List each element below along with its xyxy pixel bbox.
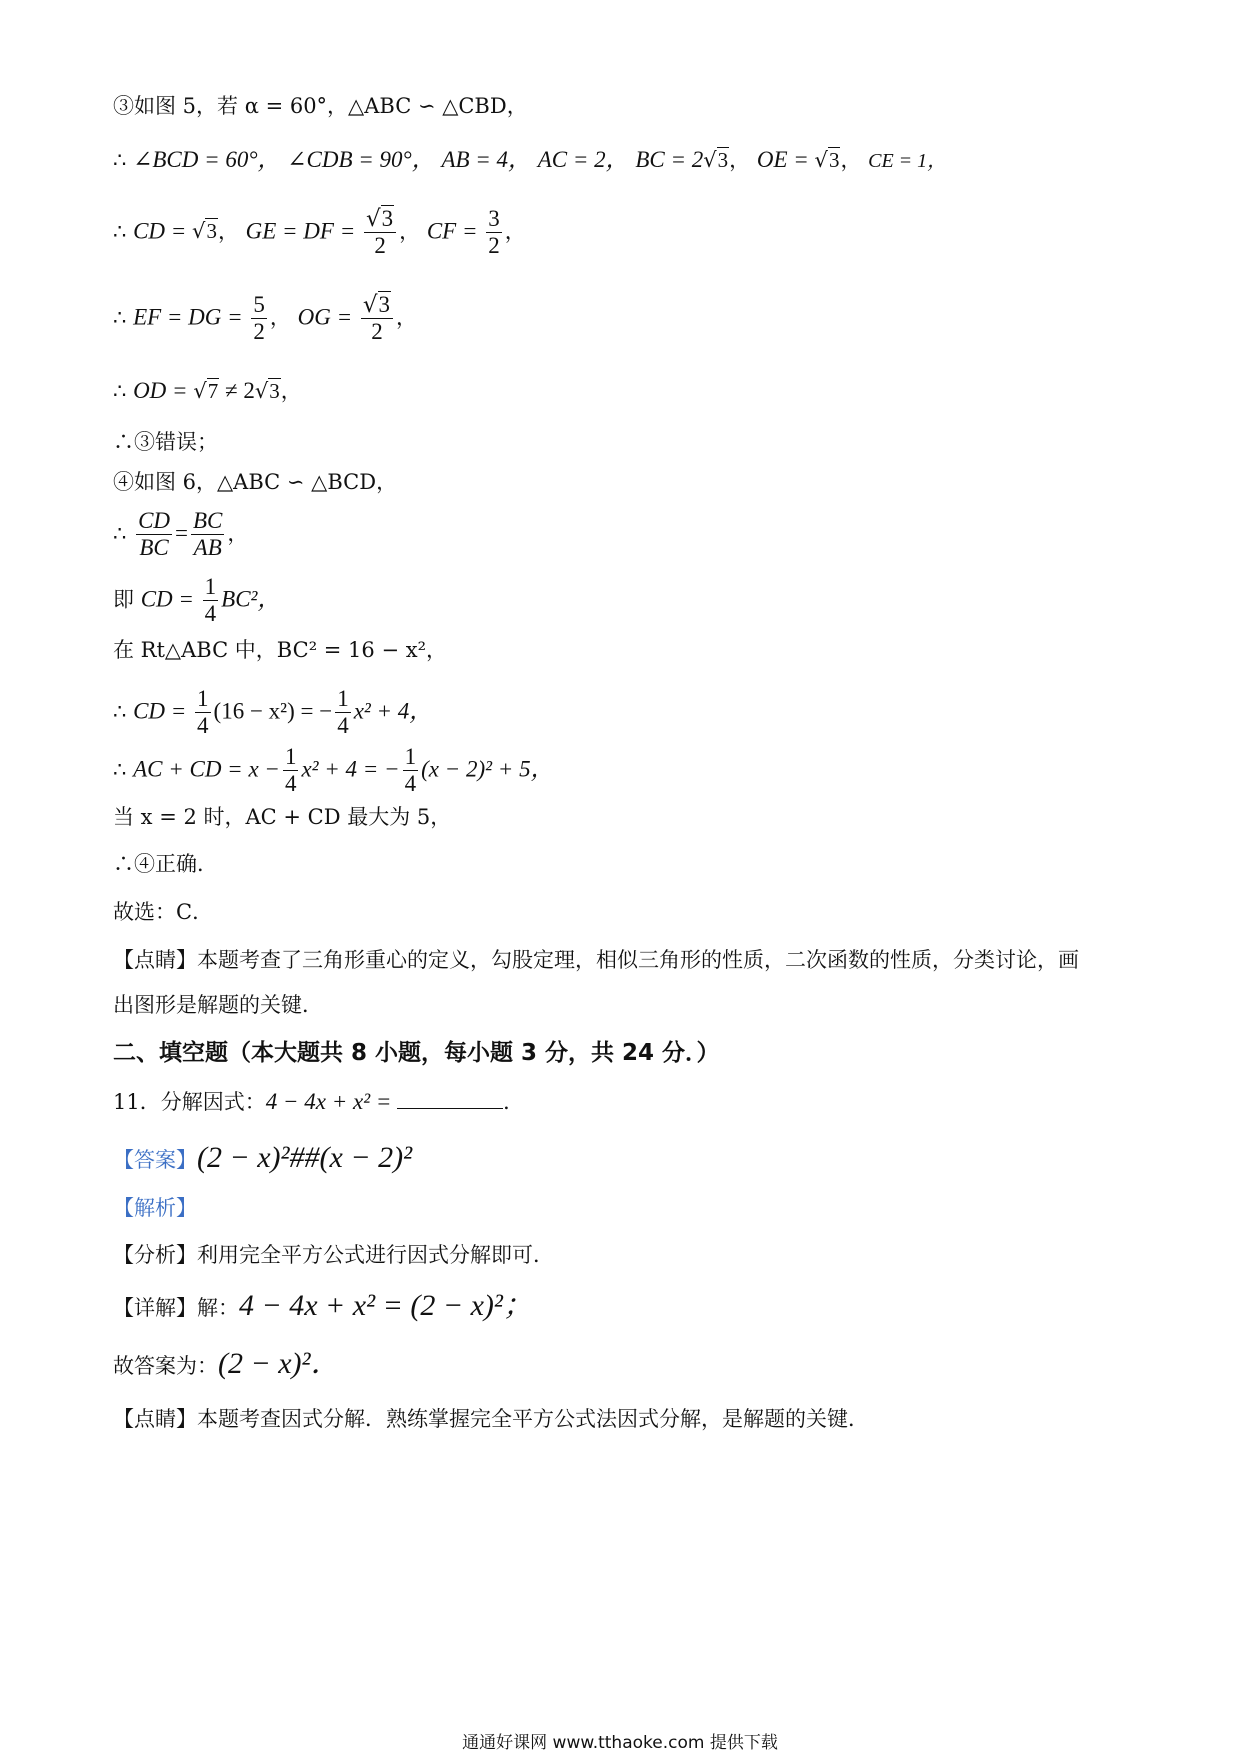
- footer-credit: 通通好课网 www.tthaoke.com 提供下载: [462, 1733, 778, 1753]
- analysis-tag: 【解析】: [113, 1196, 197, 1220]
- line-final-answer: 故答案为：(2 − x)²．: [113, 1347, 341, 1380]
- line-comment-3: 【点睛】本题考查因式分解．熟练掌握完全平方公式法因式分解，是解题的关键．: [113, 1407, 869, 1431]
- line-comment-2: 出图形是解题的关键．: [113, 993, 323, 1017]
- line-4-correct: ∴④正确．: [113, 852, 218, 876]
- line-ac-cd-max: ∴ AC + CD = x − $\frac{1}{4}$ x² + 4 = − $\frac{1}{4}$ (x − 2)² + 5，: [113, 744, 554, 797]
- line-3-wrong: ∴③错误；: [113, 430, 218, 454]
- answer-line: 【答案】(2 − x)²##(x − 2)²: [113, 1141, 413, 1174]
- line-comment-1: 【点睛】本题考查了三角形重心的定义，勾股定理，相似三角形的性质，二次函数的性质，分类讨论，画: [113, 948, 1079, 972]
- line-choose-c: 故选：C．: [113, 900, 214, 924]
- line-cd-ge-df: ∴ CD = √3， GE = DF = $\frac{√3}{2}$ ， CF = $\frac{3}{2}$ ，: [113, 206, 526, 259]
- line-cd-formula: 即 CD = $\frac{1}{4}$ BC²，: [113, 574, 281, 627]
- line-when-x2: 当 x = 2 时，AC + CD 最大为 5，: [113, 805, 452, 829]
- line-ef-dg: ∴ EF = DG = $\frac{5}{2}$ ， OG = $\frac{√3}{2}$ ，: [113, 292, 418, 345]
- section-title: 二、填空题（本大题共 8 小题，每小题 3 分，共 24 分．）: [113, 1040, 720, 1066]
- line-rt-triangle: 在 Rt△ABC 中，BC² = 16 − x²，: [113, 638, 447, 662]
- line-ratio: ∴ $\frac{CD}{BC}$ = $\frac{BC}{AB}$ ，: [113, 508, 249, 561]
- line-fig5-case: ③如图 5，若 α = 60°，△ABC ∽ △CBD，: [113, 94, 528, 118]
- line-xiangjie: 【详解】解：4 − 4x + x² = (2 − x)²；: [113, 1289, 533, 1322]
- line-bcd-angles: ∴ ∠BCD = 60°， ∠CDB = 90°， AB = 4， AC = 2， BC = 2√3， OE = √3， CE = 1，: [113, 147, 948, 172]
- line-od: ∴ OD = √7 ≠ 2√3，: [113, 378, 302, 403]
- line-fig6-case: ④如图 6，△ABC ∽ △BCD，: [113, 470, 398, 494]
- line-fenxi: 【分析】利用完全平方公式进行因式分解即可．: [113, 1243, 554, 1267]
- answer-blank: [397, 1090, 503, 1109]
- line-cd-expand: ∴ CD = $\frac{1}{4}$ (16 − x²) = − $\frac{1}{4}$ x² + 4，: [113, 686, 433, 739]
- question-11: 11．分解因式：4 − 4x + x² = ．: [113, 1089, 525, 1114]
